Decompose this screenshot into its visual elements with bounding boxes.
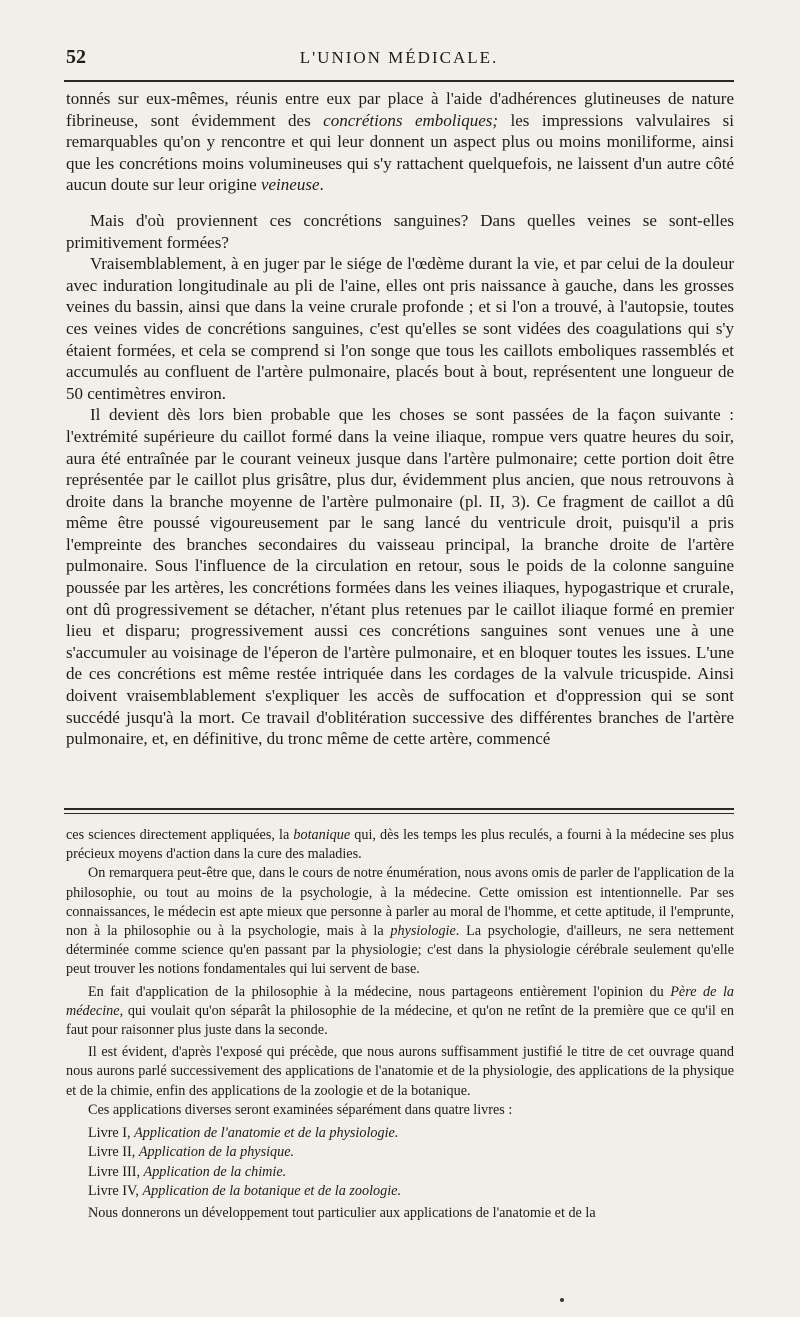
note-paragraph-3 [66,983,734,1041]
page-number: 52 [66,46,86,68]
book-number: Livre III, [88,1163,140,1180]
text-run: les impressions valvulaires si remarquables qu'on y rencontre et qui leur donnent un aspect plus ou moins moniliforme, ainsi que les concrétions moins volumineuses qui s'y rattachent quelquefois, ne laissent d'un autre côté aucun doute sur leur origine [66,110,735,195]
paragraph-1 [66,88,734,196]
paragraph-2: Mais d'où proviennent ces concrétions sanguines? Dans quelles veines se sont-elles primitivement formées? [66,210,734,252]
text-run: qui, dès les temps les plus reculés, a fourni à la médecine ses plus précieux moyens d'action dans la cure des maladies. [66,827,734,863]
book-title: Application de la physique. [138,1144,295,1161]
text-run: , qui voulait qu'on séparât la philosophie de la médecine, et qu'on ne retînt de la première que ce qu'il en faut pour raisonner plus juste dans la seconde. [66,1002,734,1039]
header-rule [64,80,734,82]
note-paragraph-5: Ces applications diverses seront examinées séparément dans quatre livres : [88,1101,513,1118]
emphasis-physiologie: physiologie [390,923,456,940]
main-text [66,88,734,750]
text-run: tonnés sur eux-mêmes, réunis entre eux par place à l'aide d'adhérences glutineuses de nature fibrineuse, sont évidemment des [66,89,734,130]
running-title: L'UNION MÉDICALE. [299,48,499,67]
book-number: Livre II, [88,1144,136,1161]
book-title: Application de l'anatomie et de la physiologie. [134,1125,399,1142]
text-run: . [319,175,324,195]
book-list [88,1124,734,1202]
text-run: . La psychologie, d'ailleurs, ne sera nettement déterminée comme science qu'en passant par la physiologie; c'est dans la physiologie cérébrale seulement qu'elle peut trouver les notions fondamentales qui lui servent de base. [66,923,735,978]
paragraph-3: Vraisemblablement, à en juger par le siége de l'œdème durant la vie, et par celui de la douleur avec induration longitudinale au pli de l'aine, elles ont pris naissance à gauche, dans les grosses veines du bassin, ainsi que dans la veine crurale profonde ; et si l'on a trouvé, à l'autopsie, toutes ces veines vides de concrétions sanguines, c'est qu'elles se sont vidées des coagulations qui s'y étaient formées, et cela se comprend si l'on songe que tous les caillots emboliques rassemblés et accumulés au confluent de l'artère pulmonaire, placés bout à bout, représentent une longueur de 50 centimètres environ. [66,254,734,403]
list-item [88,1163,734,1182]
emphasis-concretions: concrétions emboliques; [323,110,499,130]
footnote-rule [64,808,734,810]
text-run: ces sciences directement appliquées, la [66,827,294,843]
list-item [88,1182,734,1201]
footnote-text [66,826,734,1223]
book-number: Livre IV, [88,1183,139,1200]
text-run: En fait d'application de la philosophie à la médecine, nous partageons entièrement l'opinion du [88,983,671,1000]
page-header [66,46,732,76]
list-item [88,1143,734,1162]
emphasis-botanique: botanique [293,827,351,843]
book-title: Application de la botanique et de la zoologie. [142,1183,402,1200]
note-paragraph-2 [66,864,734,979]
book-title: Application de la chimie. [143,1163,287,1180]
note-paragraph-6: Nous donnerons un développement tout particulier aux applications de l'anatomie et de la [88,1204,596,1221]
list-item [88,1124,734,1143]
emphasis-veineuse: veineuse [260,175,320,195]
footnote-rule-thin [64,813,734,814]
text-run: On remarquera peut-être que, dans le cours de notre énumération, nous avons omis de parler de l'application de la philosophie, ou tout au moins de la psychologie, à la médecine. Cette omission est intentionnelle. Par ses connaissances, le médecin est apte mieux que personne à parler au moral de l'homme, et cette aptitude, il l'emprunte, non à la philosophie ou à la psychologie, mais à la [66,865,734,940]
paragraph-4: Il devient dès lors bien probable que les choses se sont passées de la façon suivante : l'extrémité supérieure du caillot formé dans la veine iliaque, rompue vers quatre heures du soir, aura été entraînée par le courant veineux jusque dans l'artère pulmonaire; cette portion doit être représentée par le caillot plus grisâtre, plus dur, évidemment plus ancien, que nous retrouvons à droite dans la branche moyenne de l'artère pulmonaire (pl. II, 3). Ce fragment de caillot a dû même être poussé vigoureusement par le sang lancé du ventricule droit, puisqu'il a pris l'empreinte des branches secondaires du vaisseau principal, la branche droite de l'artère pulmonaire. Sous l'influence de la circulation en retour, sous le poids de la colonne sanguine poussée par les artères, les concrétions formées dans les veines iliaques, hypogastrique et crurale, ont dû progressivement se détacher, n'étant plus retenues par le caillot iliaque formé en premier lieu et disparu; progressivement aussi ces concrétions sanguines sont venues une à une s'accumuler au voisinage de l'éperon de l'artère pulmonaire, et en bloquer toutes les issues. L'une de ces concrétions est même restée intriquée dans les cordages de la valvule tricuspide. Ainsi doivent vraisemblablement s'expliquer les accès de suffocation et d'oppression qui se sont succédé jusqu'à la mort. Ce travail d'oblitération successive des différentes branches de l'artère pulmonaire, et, en définitive, du tronc même de cette artère, commencé [66,405,734,749]
note-paragraph-4: Il est évident, d'après l'exposé qui précède, que nous aurons suffisamment justifié le titre de cet ouvrage quand nous aurons parlé successivement des applications de l'anatomie et de la physiologie, des applications de la physique et de la chimie, enfin des applications de la zoologie et de la botanique. [66,1044,734,1099]
note-paragraph-1 [66,826,734,864]
emphasis-pere-medecine: Père de la médecine [66,983,735,1019]
book-number: Livre I, [88,1125,131,1142]
page-mark [560,1298,564,1302]
